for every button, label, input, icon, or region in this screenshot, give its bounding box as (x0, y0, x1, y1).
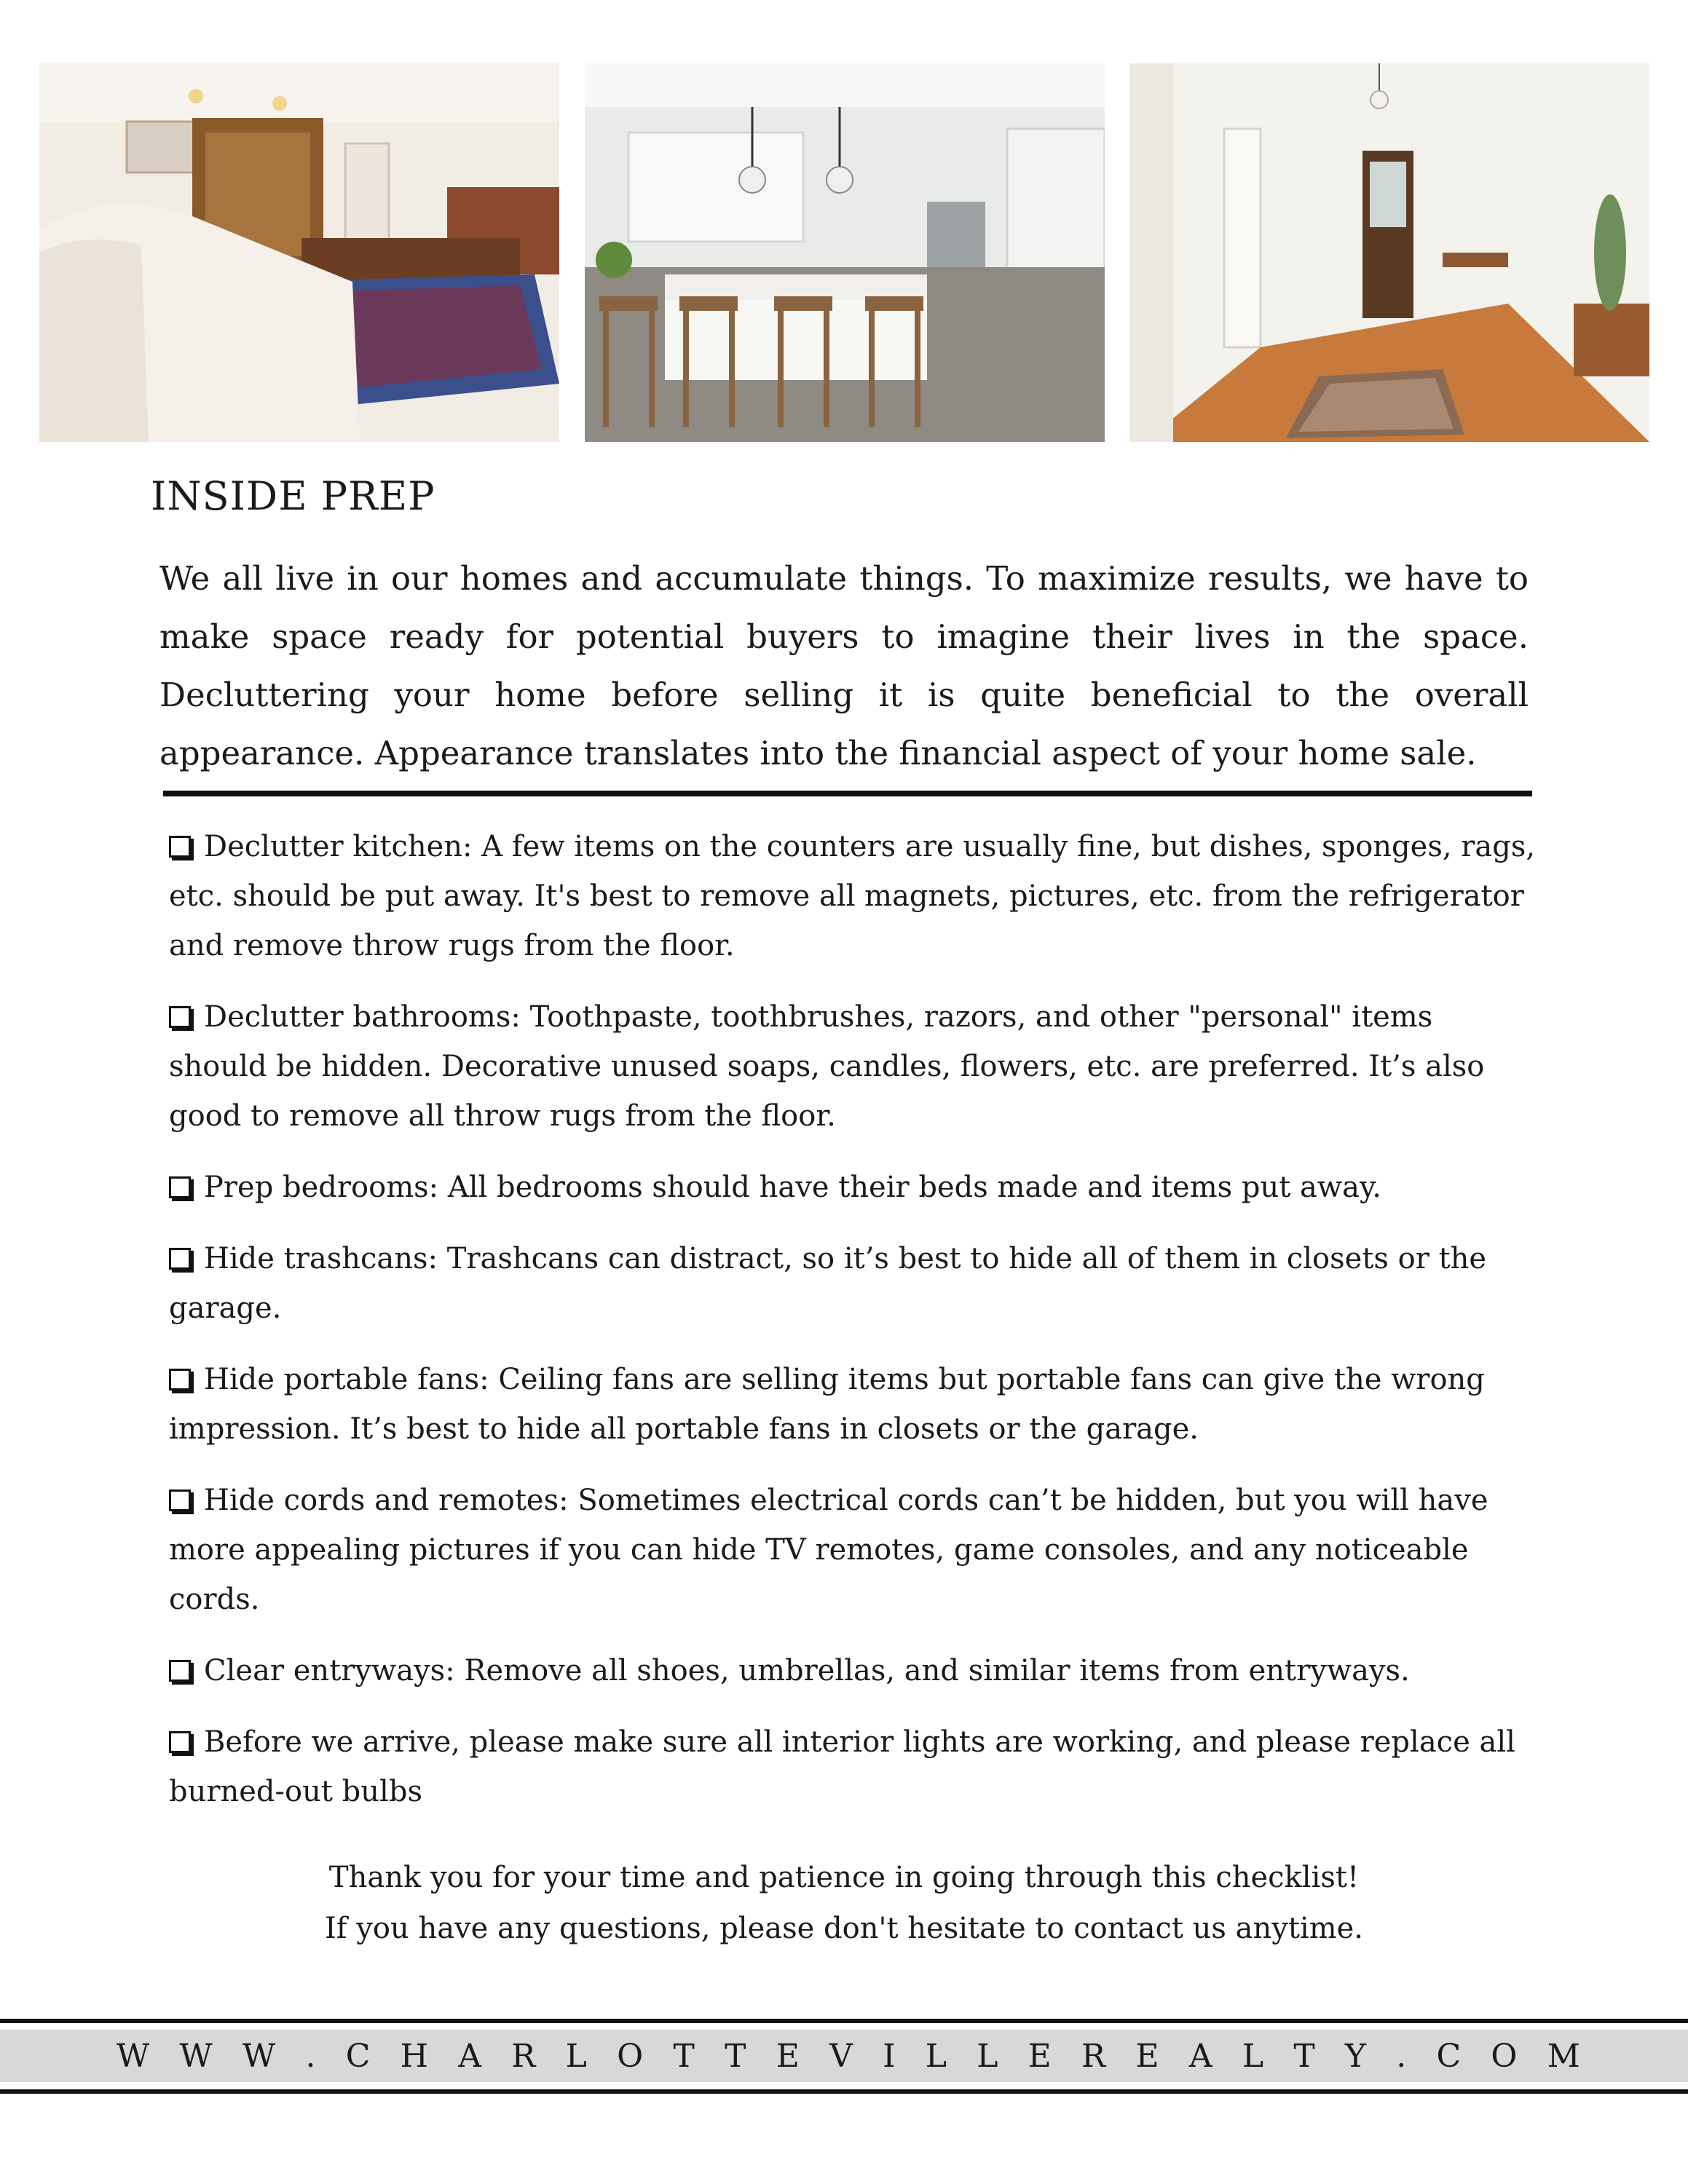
footer-url-letter: W (179, 2038, 213, 2075)
thank-you-note (0, 1852, 1688, 1954)
checkbox-icon[interactable] (169, 1489, 191, 1511)
checklist-item (169, 1646, 1538, 1696)
footer-url-letter: Y (1344, 2038, 1366, 2075)
checklist-item-text: Before we arrive, please make sure all interior lights are working, and please replace all burned-out bulbs (169, 1725, 1515, 1808)
footer-url-letter: R (1081, 2038, 1106, 2075)
footer-url-letter: L (925, 2038, 947, 2075)
checkbox-icon[interactable] (169, 1006, 191, 1028)
kitchen-photo (585, 63, 1105, 442)
footer-url-letter: T (673, 2038, 695, 2075)
checklist-item-text: Hide trashcans: Trashcans can distract, so it’s best to hide all of them in closets or the garage. (169, 1242, 1487, 1325)
footer-url-letter: C (1436, 2038, 1462, 2075)
footer-bottom-rule (0, 2089, 1688, 2094)
footer-url-letter: O (617, 2038, 644, 2075)
website-link[interactable] (117, 2037, 1580, 2076)
checkbox-icon[interactable] (169, 1248, 191, 1270)
checkbox-icon[interactable] (169, 836, 191, 858)
section-divider (163, 791, 1532, 796)
footer-url-letter: L (1242, 2038, 1264, 2075)
checkbox-icon[interactable] (169, 1176, 191, 1198)
checklist-item (169, 1234, 1538, 1333)
checklist-item (169, 1163, 1538, 1212)
footer-url-letter: V (829, 2038, 853, 2075)
checklist-item-text: Declutter bathrooms: Toothpaste, toothbrushes, razors, and other "personal" items should be hidden. Decorative unused soaps, candles, flowers, etc. are preferred. It’s also good to remove all throw rugs from the floor. (169, 1000, 1485, 1133)
footer-url-letter: L (977, 2038, 998, 2075)
checklist-item-text: Declutter kitchen: A few items on the counters are usually fine, but dishes, sponges, rags, etc. should be put away. It's best to remove all magnets, pictures, etc. from the refrigerator and remove throw rugs from the floor. (169, 830, 1536, 962)
footer-url-letter: E (1135, 2038, 1159, 2075)
footer-url-letter: T (1293, 2038, 1315, 2075)
checkbox-icon[interactable] (169, 1369, 191, 1390)
footer-url-letter: T (725, 2038, 746, 2075)
footer-url-letter: . (305, 2038, 316, 2075)
checklist-item-text: Hide portable fans: Ceiling fans are selling items but portable fans can give the wrong impression. It’s best to hide all portable fans in closets or the garage. (169, 1363, 1485, 1446)
checkbox-icon[interactable] (169, 1731, 191, 1753)
footer-url-letter: E (1028, 2038, 1052, 2075)
footer-url-letter: A (1188, 2038, 1212, 2075)
footer-url-letter: O (1491, 2038, 1518, 2075)
checklist-item-text: Clear entryways: Remove all shoes, umbrellas, and similar items from entryways. (204, 1654, 1410, 1688)
checklist-item (169, 822, 1538, 970)
contact-line: If you have any questions, please don't hesitate to contact us anytime. (324, 1912, 1364, 1945)
footer-url-letter: H (400, 2038, 428, 2075)
footer-url-letter: . (1396, 2038, 1407, 2075)
checklist-item-text: Prep bedrooms: All bedrooms should have their beds made and items put away. (204, 1171, 1381, 1204)
checklist-item (169, 992, 1538, 1141)
checklist-item (169, 1355, 1538, 1454)
checklist (169, 822, 1538, 1838)
footer-url-letter: R (511, 2038, 536, 2075)
checklist-item (169, 1476, 1538, 1624)
checklist-item-text: Hide cords and remotes: Sometimes electrical cords can’t be hidden, but you will have more appealing pictures if you can hide TV remotes, game consoles, and any noticeable cords. (169, 1484, 1488, 1616)
footer-url-letter: L (565, 2038, 587, 2075)
section-title: INSIDE PREP (151, 473, 435, 519)
footer-url-letter: A (458, 2038, 482, 2075)
footer-url-letter: E (776, 2038, 800, 2075)
footer-url-letter: I (883, 2038, 896, 2075)
checkbox-icon[interactable] (169, 1660, 191, 1682)
checklist-item (169, 1717, 1538, 1816)
footer-url-letter: C (345, 2038, 371, 2075)
thank-you-line: Thank you for your time and patience in going through this checklist! (328, 1861, 1360, 1894)
footer-url-letter: M (1547, 2038, 1580, 2075)
living-room-photo (39, 63, 559, 442)
footer-url-letter: W (242, 2038, 276, 2075)
footer-url-letter: W (117, 2038, 150, 2075)
footer-top-rule (0, 2019, 1688, 2023)
intro-paragraph: We all live in our homes and accumulate things. To maximize results, we have to make space ready for potential buyers to imagine their lives in the space. Decluttering your home before selling it is quite beneficial to the overall appearance. Appearance translates into the financial aspect of your home sale. (159, 559, 1529, 772)
hallway-photo (1129, 63, 1649, 442)
